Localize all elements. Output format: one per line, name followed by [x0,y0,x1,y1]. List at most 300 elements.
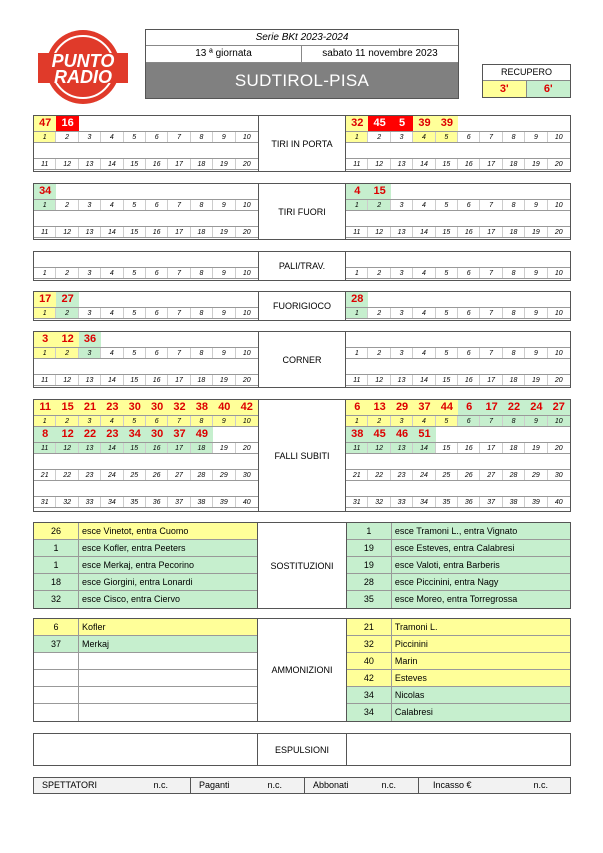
stat-value-empty [346,252,368,267]
list-item [347,687,570,704]
match-date: sabato 11 novembre 2023 [322,48,438,59]
stat-value-empty [525,252,547,267]
slot-number: 4 [413,416,435,426]
stat-value-empty [391,292,413,307]
stat-value-empty [548,116,570,131]
slot-number: 2 [368,132,390,142]
stat-value: 17 [34,292,56,307]
stat-value-empty [368,252,390,267]
slot-number: 23 [391,470,413,480]
slot-number: 35 [124,497,146,507]
stat-value-empty [480,332,502,347]
minute: 28 [347,574,392,590]
stat-value: 34 [34,184,56,199]
stat-value-empty [458,252,480,267]
stat-value-empty [480,116,502,131]
stat-label: FUORIGIOCO [258,292,346,320]
values-row [346,427,570,442]
slot-number: 26 [458,470,480,480]
slot-number: 40 [554,499,563,506]
slot-number: 2 [56,348,78,358]
slot-number: 34 [101,497,123,507]
slot-number: 9 [213,200,235,210]
values-row [346,400,570,415]
slot-number: 21 [346,470,368,480]
stat-value: 45 [368,427,390,442]
slot-number: 30 [242,472,251,479]
slot-number: 7 [168,268,190,278]
numbers-row [34,469,258,481]
slot-number: 33 [391,497,413,507]
stat-value-empty [79,252,101,267]
slot-number: 24 [413,470,435,480]
slot-number: 13 [79,443,101,453]
stat-value-empty [34,252,56,267]
slot-number: 15 [124,227,146,237]
slot-number: 2 [368,416,390,426]
slot-number: 13 [79,227,101,237]
stat-value: 24 [525,400,547,415]
numbers-row [346,469,570,481]
stat-value-empty [503,332,525,347]
stat-pali-home [34,252,258,280]
stat-value-empty [191,292,213,307]
stat-corner [33,331,571,388]
stat-label: TIRI IN PORTA [258,116,346,171]
list-item [34,591,257,608]
slot-number: 8 [191,132,213,142]
ammonizioni-home [34,619,257,721]
slot-number: 2 [56,132,78,142]
sostituzioni-table [33,522,571,609]
slot-number: 15 [436,443,458,453]
stat-value-empty [168,116,190,131]
stat-value-empty [480,252,502,267]
stat-value-empty [480,292,502,307]
slot-number: 2 [56,268,78,278]
slot-number: 11 [34,443,56,453]
minute: 6 [34,619,79,635]
stat-value-empty [124,292,146,307]
numbers-row [34,347,258,359]
minute: 1 [34,557,79,573]
minute: 21 [347,619,392,635]
logo-line1: PUNTO [51,51,115,71]
stat-value: 38 [346,427,368,442]
slot-number: 18 [191,375,213,385]
slot-number: 19 [213,443,235,453]
stat-value-empty [191,332,213,347]
slot-number: 37 [168,497,190,507]
slot-number: 18 [191,159,213,169]
stat-value: 13 [368,400,390,415]
stat-corner-away [346,332,570,387]
recupero-label: RECUPERO [483,65,570,81]
slot-number: 10 [554,270,563,277]
stat-label: CORNER [258,332,346,387]
event-text: Esteves [394,673,427,683]
stat-value-empty [236,292,258,307]
stat-value-empty [236,332,258,347]
slot-number: 10 [242,350,251,357]
slot-number: 6 [458,132,480,142]
stat-value-empty [436,184,458,199]
stat-value: 47 [34,116,56,131]
stat-value-empty [236,116,258,131]
minute [34,687,79,703]
slot-number: 4 [101,348,123,358]
list-item [347,591,570,608]
stat-fuorigioco-home [34,292,258,320]
slot-number: 11 [346,443,368,453]
stat-label: PALI/TRAV. [258,252,346,280]
slot-number: 5 [124,348,146,358]
slot-number: 6 [458,268,480,278]
slot-number: 12 [56,227,78,237]
slot-number: 14 [101,227,123,237]
slot-number: 39 [213,497,235,507]
stat-value-empty [146,116,168,131]
slot-number: 3 [79,132,101,142]
slot-number: 10 [554,310,563,317]
slot-number: 3 [79,268,101,278]
event-text: esce Esteves, entra Calabresi [394,543,515,553]
stat-tiri_porta [33,115,571,172]
slot-number: 12 [368,375,390,385]
slot-number: 8 [191,348,213,358]
slot-number: 19 [213,159,235,169]
slot-number: 18 [503,227,525,237]
numbers-row [346,307,570,319]
stat-falli [33,399,571,512]
stat-value: 40 [213,400,235,415]
slot-number: 2 [56,416,78,426]
slot-number: 12 [368,443,390,453]
stat-value-empty [56,252,78,267]
slot-number: 14 [413,227,435,237]
list-item [34,653,257,670]
slot-number: 16 [458,443,480,453]
stat-value-empty [101,332,123,347]
stat-value-empty [436,252,458,267]
footer-value: n.c. [381,780,396,790]
slot-number: 7 [480,348,502,358]
slot-number: 7 [168,308,190,318]
slot-number: 38 [191,497,213,507]
event-text: Tramoni L. [394,622,438,632]
list-item [34,540,257,557]
slot-number: 9 [213,348,235,358]
slot-number: 13 [391,375,413,385]
slot-number: 27 [168,470,190,480]
stat-value-empty [168,292,190,307]
logo-line2: RADIO [54,67,112,87]
minute: 18 [34,574,79,590]
stat-value: 28 [346,292,368,307]
recupero-second-half: 6' [527,81,571,97]
numbers-row [346,267,570,279]
event-text: esce Valoti, entra Barberis [394,560,500,570]
slot-number: 5 [436,308,458,318]
stat-value: 37 [168,427,190,442]
slot-number: 8 [503,308,525,318]
slot-number: 1 [346,132,368,142]
slot-number: 4 [413,200,435,210]
slot-number: 39 [525,497,547,507]
event-text: esce Tramoni L., entra Vignato [394,526,518,536]
minute: 26 [34,523,79,539]
slot-number: 15 [124,375,146,385]
stat-value: 32 [346,116,368,131]
stat-value-empty [124,332,146,347]
event-text: Kofler [82,622,106,632]
stat-value-empty [168,332,190,347]
stat-value-empty [368,292,390,307]
slot-number: 10 [554,350,563,357]
stat-pali [33,251,571,281]
slot-number: 9 [525,308,547,318]
slot-number: 18 [503,375,525,385]
slot-number: 9 [525,132,547,142]
slot-number: 17 [480,227,502,237]
slot-number: 11 [34,159,56,169]
slot-number: 1 [34,416,56,426]
values-row [34,400,258,415]
stat-value-empty [124,252,146,267]
values-row [346,252,570,267]
stat-value-empty [436,427,458,442]
values-row [346,332,570,347]
stat-value-empty [79,184,101,199]
slot-number: 20 [554,445,563,452]
slot-number: 24 [101,470,123,480]
values-row [34,116,258,131]
slot-number: 9 [525,268,547,278]
footer-value: n.c. [533,780,548,790]
event-text [79,653,257,669]
stat-fuorigioco [33,291,571,321]
slot-number: 21 [34,470,56,480]
slot-number: 1 [34,200,56,210]
list-item [347,653,570,670]
slot-number: 2 [368,200,390,210]
stat-value-empty [101,116,123,131]
slot-number: 8 [503,416,525,426]
event-text: Calabresi [394,707,433,717]
values-row [346,116,570,131]
slot-number: 20 [242,377,251,384]
minute: 35 [347,591,392,608]
stat-value-empty [503,184,525,199]
slot-number: 12 [368,227,390,237]
numbers-row [34,158,258,170]
slot-number: 9 [525,416,547,426]
slot-number: 13 [79,159,101,169]
slot-number: 9 [213,268,235,278]
slot-number: 2 [56,200,78,210]
slot-number: 2 [56,308,78,318]
stat-value-empty [548,184,570,199]
numbers-row [346,374,570,386]
stat-value: 44 [436,400,458,415]
slot-number: 15 [124,443,146,453]
stat-value: 34 [124,427,146,442]
slot-number: 25 [124,470,146,480]
slot-number: 37 [480,497,502,507]
stat-value: 3 [34,332,56,347]
slot-number: 6 [458,200,480,210]
stat-value-empty [79,292,101,307]
stat-value-empty [413,252,435,267]
slot-number: 4 [101,416,123,426]
slot-number: 35 [436,497,458,507]
numbers-row [34,307,258,319]
slot-number: 16 [458,159,480,169]
stat-value: 45 [368,116,390,131]
event-text [79,704,257,721]
stat-label: TIRI FUORI [258,184,346,239]
slot-number: 17 [480,443,502,453]
event-text [79,670,257,686]
slot-number: 23 [79,470,101,480]
stat-value-empty [391,184,413,199]
event-text: Marin [394,656,418,666]
slot-number: 14 [101,443,123,453]
slot-number: 33 [79,497,101,507]
slot-number: 14 [413,375,435,385]
slot-number: 3 [391,308,413,318]
stat-tiri_porta-home [34,116,258,171]
stat-value: 39 [436,116,458,131]
stat-value: 12 [56,427,78,442]
stat-value: 11 [34,400,56,415]
slot-number: 36 [146,497,168,507]
slot-number: 16 [458,227,480,237]
event-text: esce Vinetot, entra Cuomo [82,526,189,536]
stat-value-empty [236,427,258,442]
slot-number: 31 [346,497,368,507]
stat-value-empty [191,184,213,199]
slot-number: 2 [368,348,390,358]
list-item [347,540,570,557]
slot-number: 10 [554,134,563,141]
slot-number: 1 [34,308,56,318]
stat-value: 36 [79,332,101,347]
minute: 1 [347,523,392,539]
stat-value-empty [503,252,525,267]
slot-number: 28 [503,470,525,480]
stat-value-empty [503,116,525,131]
stat-value-empty [548,292,570,307]
slot-number: 8 [503,268,525,278]
slot-number: 3 [79,348,101,358]
stat-value: 46 [391,427,413,442]
stat-value-empty [101,252,123,267]
slot-number: 16 [146,159,168,169]
numbers-row [34,131,258,143]
minute: 19 [347,540,392,556]
stat-value-empty [146,184,168,199]
slot-number: 7 [168,416,190,426]
slot-number: 9 [525,348,547,358]
slot-number: 8 [191,416,213,426]
slot-number: 31 [34,497,56,507]
slot-number: 5 [436,132,458,142]
slot-number: 32 [56,497,78,507]
stat-value-empty [213,332,235,347]
stat-value-empty [124,184,146,199]
stat-value: 17 [480,400,502,415]
espulsioni-label: ESPULSIONI [257,734,347,765]
stat-value-empty [213,292,235,307]
numbers-row [346,131,570,143]
minute: 34 [347,687,392,703]
slot-number: 8 [191,268,213,278]
values-row [34,184,258,199]
slot-number: 1 [346,348,368,358]
list-item [34,670,257,687]
slot-number: 15 [124,159,146,169]
slot-number: 6 [146,200,168,210]
slot-number: 19 [213,375,235,385]
list-item [34,687,257,704]
minute: 42 [347,670,392,686]
stat-value-empty [525,292,547,307]
stat-value: 39 [413,116,435,131]
list-item [34,619,257,636]
stat-value: 5 [391,116,413,131]
list-item [34,523,257,540]
slot-number: 8 [503,348,525,358]
slot-number: 6 [458,348,480,358]
slot-number: 19 [525,443,547,453]
numbers-row [34,374,258,386]
stat-value: 30 [146,427,168,442]
slot-number: 3 [79,308,101,318]
stat-value-empty [480,427,502,442]
slot-number: 5 [124,308,146,318]
slot-number: 27 [480,470,502,480]
stat-label: FALLI SUBITI [258,400,346,511]
slot-number: 9 [213,308,235,318]
slot-number: 1 [346,416,368,426]
slot-number: 1 [346,308,368,318]
slot-number: 12 [56,375,78,385]
numbers-row [346,158,570,170]
slot-number: 4 [101,268,123,278]
stat-tiri_porta-away [346,116,570,171]
stat-value: 23 [101,400,123,415]
slot-number: 10 [548,416,570,426]
minute: 32 [34,591,79,608]
slot-number: 1 [34,268,56,278]
stat-value: 12 [56,332,78,347]
slot-number: 6 [458,416,480,426]
slot-number: 12 [368,159,390,169]
slot-number: 28 [191,470,213,480]
minute: 37 [34,636,79,652]
stat-value: 27 [56,292,78,307]
slot-number: 13 [79,375,101,385]
values-row [34,427,258,442]
slot-number: 3 [391,200,413,210]
stat-value-empty [458,292,480,307]
stat-value: 15 [56,400,78,415]
slot-number: 1 [34,348,56,358]
slot-number: 8 [191,200,213,210]
slot-number: 7 [480,132,502,142]
stat-value-empty [413,332,435,347]
